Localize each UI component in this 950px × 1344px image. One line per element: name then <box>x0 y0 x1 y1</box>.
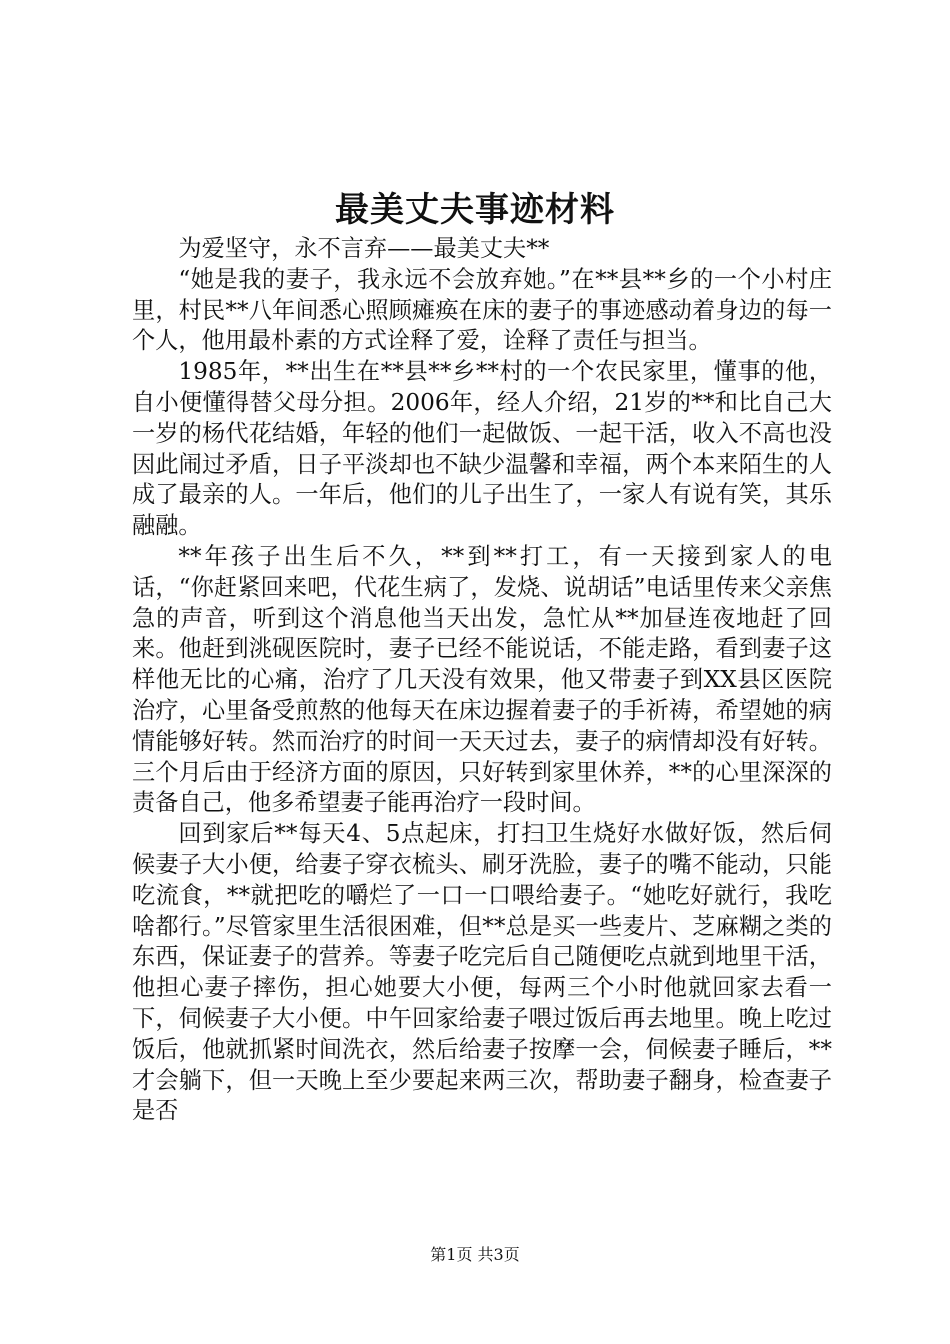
body-paragraph: **年孩子出生后不久，**到**打工，有一天接到家人的电话，“你赶紧回来吧，代花生病了，发烧、说胡话”电话里传来父亲焦急的声音，听到这个消息他当天出发，急忙从**加昼连夜地赶了回来。他赶到洮砚医院时，妻子已经不能说话，不能走路，看到妻子这样他无比的心痛，治疗了几天没有效果，他又带妻子到XX县区医院治疗，心里备受煎熬的他每天在床边握着妻子的手祈祷，希望她的病情能够好转。然而治疗的时间一天天过去，妻子的病情却没有好转。三个月后由于经济方面的原因，只好转到家里休养，**的心里深深的责备自己，他多希望妻子能再治疗一段时间。 <box>132 542 832 817</box>
subtitle-paragraph: 为爱坚守，永不言弃——最美丈夫** <box>178 235 550 262</box>
body-paragraph: 1985年，**出生在**县**乡**村的一个农民家里，懂事的他，自小便懂得替父母分担。2006年，经人介绍，21岁的**和比自己大一岁的杨代花结婚，年轻的他们一起做饭、一起干活，收入不高也没因此闹过矛盾，日子平淡却也不缺少温馨和幸福，两个本来陌生的人成了最亲的人。一年后，他们的儿子出生了，一家人有说有笑，其乐融融。 <box>132 358 832 540</box>
body-paragraph: “她是我的妻子，我永远不会放弃她。”在**县**乡的一个小村庄里，村民**八年间悉心照顾瘫痪在床的妻子的事迹感动着身边的每一个人，他用最朴素的方式诠释了爱，诠释了责任与担当。 <box>132 265 832 355</box>
body-paragraph: 回到家后**每天4、5点起床，打扫卫生烧好水做好饭，然后伺候妻子大小便，给妻子穿衣梳头、刷牙洗脸，妻子的嘴不能动，只能吃流食，**就把吃的嚼烂了一口一口喂给妻子。“她吃好就行，我吃啥都行。”尽管家里生活很困难，但**总是买一些麦片、芝麻糊之类的东西，保证妻子的营养。等妻子吃完后自己随便吃点就到地里干活，他担心妻子摔伤，担心她要大小便，每两三个小时他就回家去看一下，伺候妻子大小便。中午回家给妻子喂过饭后再去地里。晚上吃过饭后，他就抓紧时间洗衣，然后给妻子按摩一会，伺候妻子睡后，**才会躺下，但一天晚上至少要起来两三次，帮助妻子翻身，检查妻子是否 <box>132 820 832 1125</box>
document-body <box>132 234 832 1127</box>
page-number-footer: 第1页 共3页 <box>430 1245 520 1264</box>
document-title: 最美丈夫事迹材料 <box>335 190 615 230</box>
